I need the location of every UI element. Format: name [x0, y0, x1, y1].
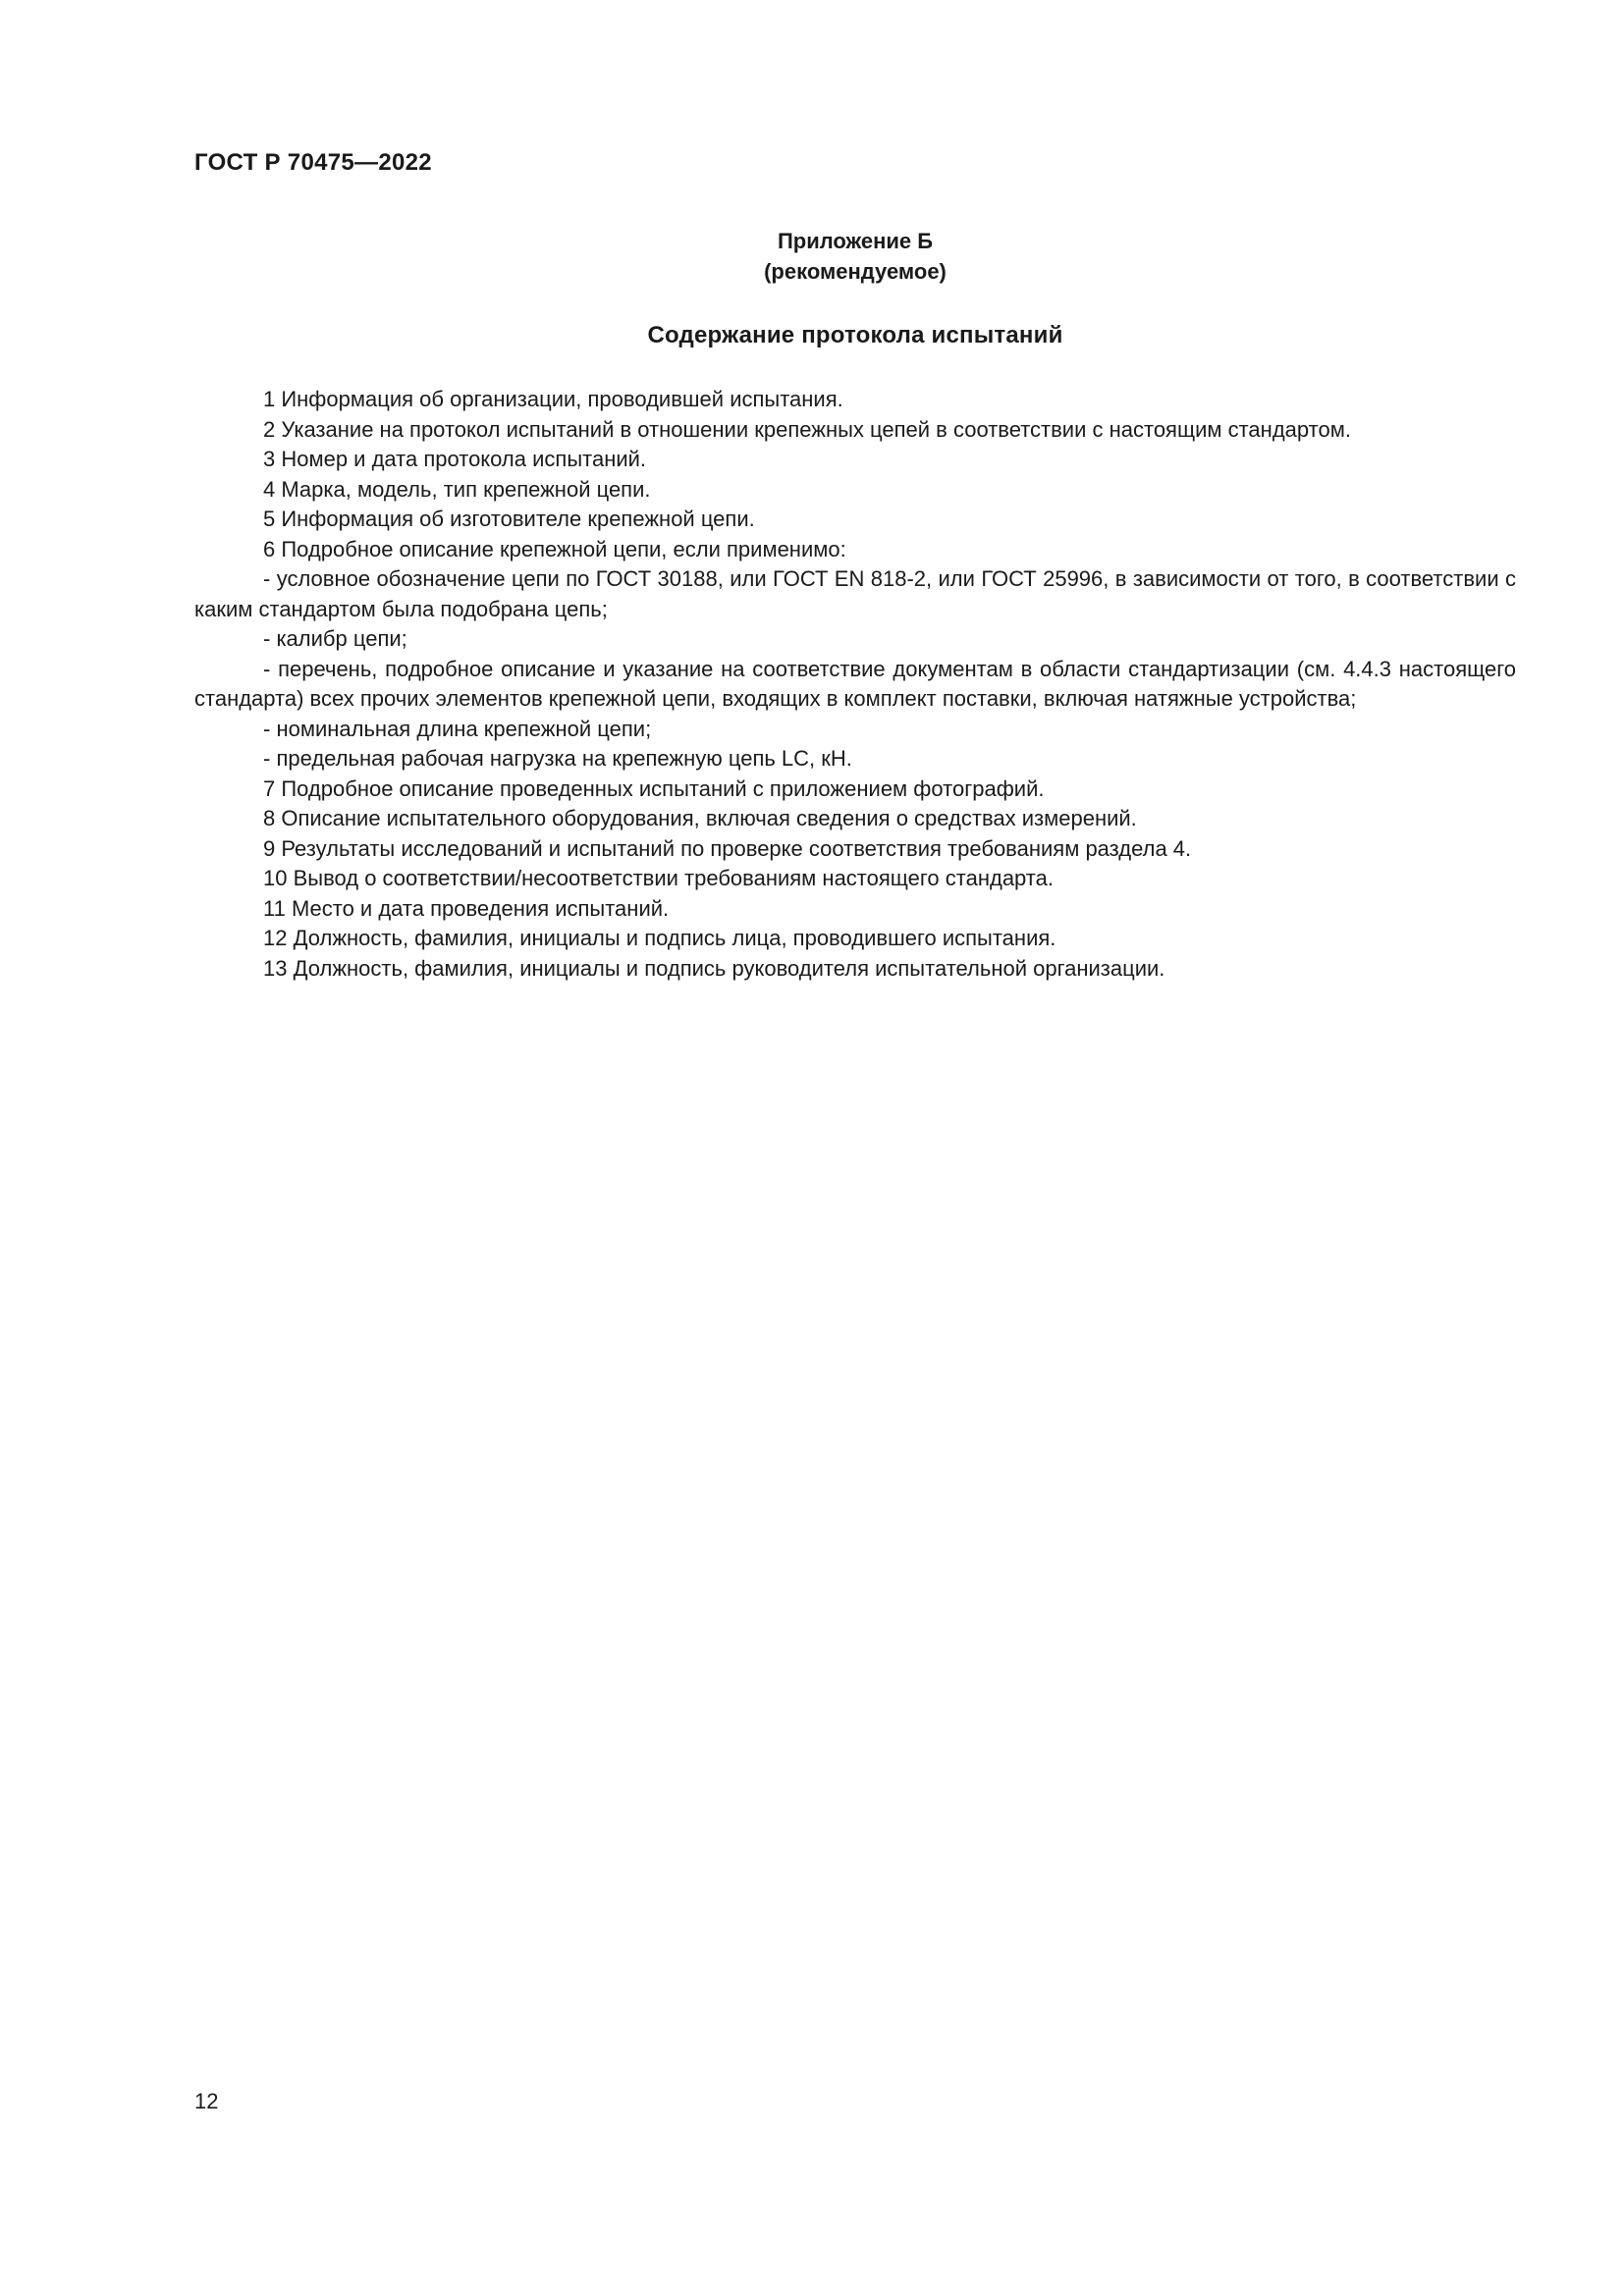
protocol-content-list: [194, 385, 1516, 984]
list-subitem: - номинальная длина крепежной цепи;: [263, 716, 652, 741]
list-item: 10 Вывод о соответствии/несоответствии требованиям настоящего стандарта.: [263, 866, 1054, 890]
document-id: ГОСТ Р 70475—2022: [194, 149, 432, 176]
annex-title: Приложение Б: [777, 229, 934, 253]
list-subitem: - предельная рабочая нагрузка на крепежную цепь LC, кН.: [263, 746, 852, 771]
page-number: 12: [194, 2089, 219, 2113]
list-subitem: - условное обозначение цепи по ГОСТ 30188, или ГОСТ EN 818-2, или ГОСТ 25996, в зависимости от того, в соответствии с каким стандартом была подобрана цепь;: [194, 566, 1516, 621]
list-item: 9 Результаты исследований и испытаний по проверке соответствия требованиям раздела 4.: [263, 835, 1192, 861]
list-item: 11 Место и дата проведения испытаний.: [263, 895, 670, 921]
list-item: 2 Указание на протокол испытаний в отношении крепежных цепей в соответствии с настоящим стандартом.: [263, 416, 1351, 442]
list-item: 7 Подробное описание проведенных испытаний с приложением фотографий.: [263, 775, 1045, 801]
list-item: 3 Номер и дата протокола испытаний.: [263, 447, 647, 471]
list-subitem: - перечень, подробное описание и указание на соответствие документам в области стандартизации (см. 4.4.3 настоящего стандарта) всех прочих элементов крепежной цепи, входящих в комплект поставки, включая натяжные устройства;: [194, 656, 1516, 711]
list-subitem: - калибр цепи;: [263, 626, 407, 651]
list-item: 12 Должность, фамилия, инициалы и подпись лица, проводившего испытания.: [263, 926, 1056, 950]
section-title: Содержание протокола испытаний: [647, 322, 1063, 348]
list-item: 6 Подробное описание крепежной цепи, если применимо:: [263, 536, 846, 561]
list-item: 4 Марка, модель, тип крепежной цепи.: [263, 476, 651, 502]
list-item: 1 Информация об организации, проводившей испытания.: [263, 387, 843, 411]
list-item: 5 Информация об изготовителе крепежной цепи.: [263, 507, 755, 531]
annex-status: (рекомендуемое): [764, 259, 947, 284]
list-item: 13 Должность, фамилия, инициалы и подпись руководителя испытательной организации.: [263, 955, 1165, 981]
list-item: 8 Описание испытательного оборудования, включая сведения о средствах измерений.: [263, 806, 1137, 830]
